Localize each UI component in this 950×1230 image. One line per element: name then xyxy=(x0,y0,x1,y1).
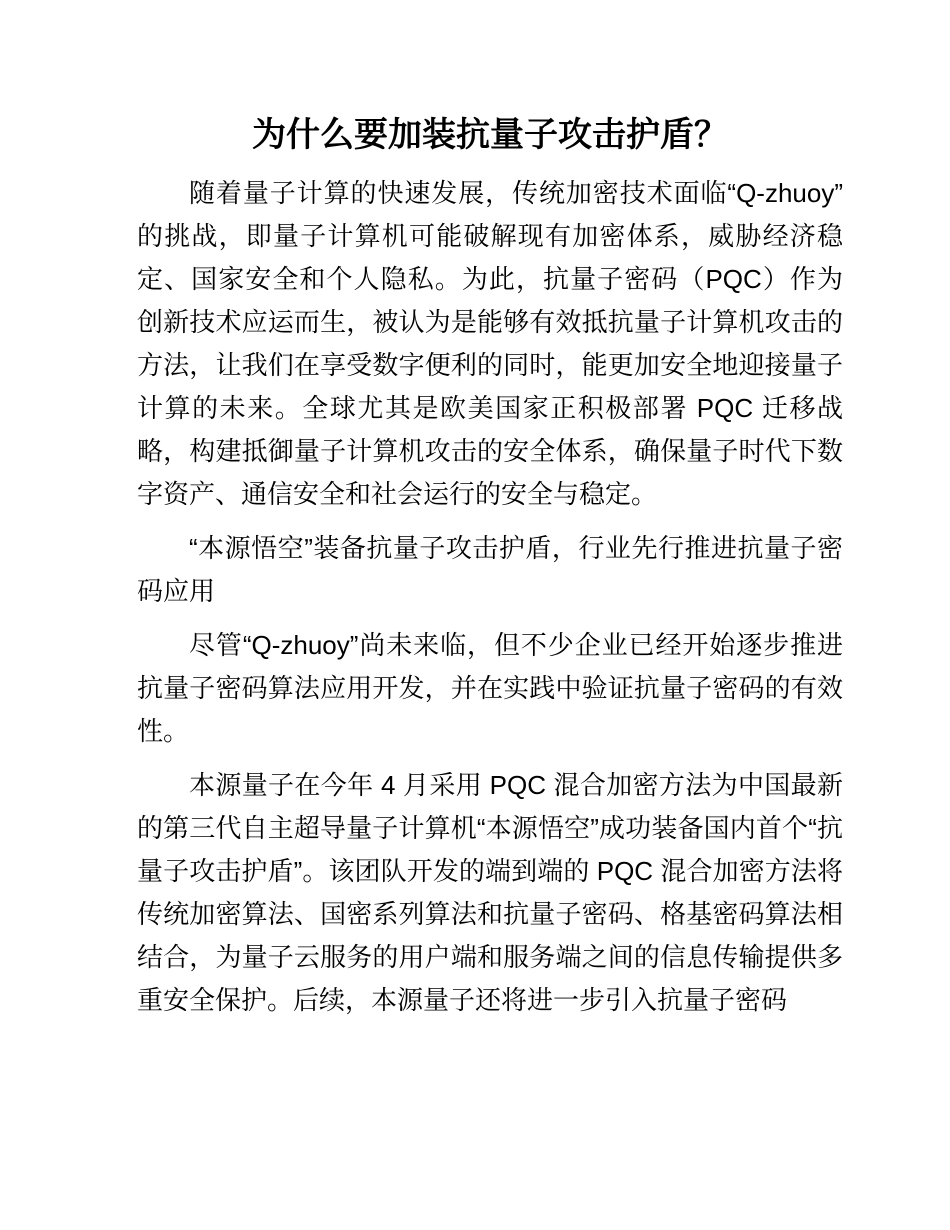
document-content xyxy=(137,112,843,1033)
paragraph-industry-progress: 尽管“Q-zhuoy”尚未来临，但不少企业已经开始逐步推进抗量子密码算法应用开发，并在实践中验证抗量子密码的有效性。 xyxy=(137,630,843,746)
paragraph-subheading: “本源悟空”装备抗量子攻击护盾，行业先行推进抗量子密码应用 xyxy=(137,533,843,606)
paragraph-intro: 随着量子计算的快速发展，传统加密技术面临“Q-zhuoy”的挑战，即量子计算机可能破解现有加密体系，威胁经济稳定、国家安全和个人隐私。为此，抗量子密码（PQC）作为创新技术应运而生，被认为是能够有效抵抗量子计算机攻击的方法，让我们在享受数字便利的同时，能更加安全地迎接量子计算的未来。全球尤其是欧美国家正积极部署 PQC 迁移战略，构建抵御量子计算机攻击的安全体系，确保量子时代下数字资产、通信安全和社会运行的安全与稳定。 xyxy=(137,178,843,509)
document-title: 为什么要加装抗量子攻击护盾？ xyxy=(252,116,728,154)
paragraph-origin-quantum: 本源量子在今年 4 月采用 PQC 混合加密方法为中国最新的第三代自主超导量子计算机“本源悟空”成功装备国内首个“抗量子攻击护盾”。该团队开发的端到端的 PQC 混合加密方法将传统加密算法、国密系列算法和抗量子密码、格基密码算法相结合，为量子云服务的用户端和服务端之间的信息传输提供多重安全保护。后续，本源量子还将进一步引入抗量子密码 xyxy=(137,770,843,1015)
